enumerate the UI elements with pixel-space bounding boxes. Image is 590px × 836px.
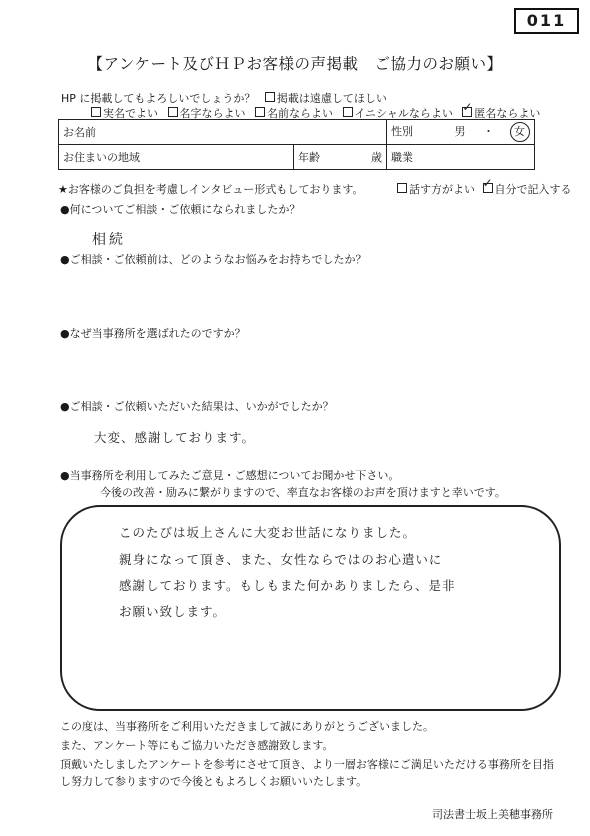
- document-number: 011: [514, 8, 579, 34]
- comment-line-1: このたびは坂上さんに大変お世話になりました。: [119, 525, 417, 540]
- gender-field[interactable]: 性別 男 ・ 女: [387, 120, 535, 145]
- opinion-subtext: 今後の改善・励みに繋がりますので、率直なお客様のお声を頂けますと幸いです。: [100, 486, 506, 499]
- comment-line-2: 親身になって頂き、また、女性ならではのお心遣いに: [119, 552, 443, 567]
- consent-decline-option[interactable]: 掲載は遠慮してほしい: [265, 92, 387, 105]
- question-2: ●ご相談・ご依頼前は、どのようなお悩みをお持ちでしたか？: [60, 253, 367, 266]
- comment-line-3: 感謝しております。もしもまた何かありましたら、是非: [119, 578, 456, 593]
- consent-option-initials[interactable]: イニシャルならよい: [343, 105, 453, 121]
- consent-option-firstname[interactable]: 名前ならよい: [255, 105, 333, 121]
- profile-form: [58, 119, 535, 170]
- closing-line-2: また、アンケート等にもご協力いただき感謝致します。: [60, 739, 334, 752]
- question-4: ●ご相談・ご依頼いただいた結果は、いかがでしたか？: [60, 400, 334, 413]
- comment-line-4: お願い致します。: [119, 604, 227, 619]
- consent-row: [61, 90, 387, 106]
- checkbox-icon: [255, 107, 265, 117]
- question-1: ●何についてご相談・ご依頼になられましたか？: [60, 203, 301, 216]
- interview-talk-option[interactable]: 話す方がよい: [397, 183, 475, 196]
- answer-4: 大変、感謝しております。: [94, 430, 256, 445]
- closing-line-3: 頂戴いたしましたアンケートを参考にさせて頂き、より一層お客様にご満足いただける事務所を目指: [60, 758, 554, 771]
- checkbox-checked-icon: [462, 107, 472, 117]
- consent-question: HP に掲載してもよろしいでしょうか？: [61, 92, 256, 105]
- job-field[interactable]: 職業: [387, 145, 535, 170]
- area-field[interactable]: お住まいの地域: [59, 145, 294, 170]
- checkbox-icon: [397, 183, 407, 193]
- page-title: 【アンケート及びＨＰお客様の声掲載 ご協力のお願い】: [87, 55, 503, 73]
- opinion-question: ●当事務所を利用してみたご意見・ご感想についてお聞かせ下さい。: [60, 469, 400, 482]
- consent-option-anonymous[interactable]: ✓ 匿名ならよい: [462, 105, 540, 121]
- checkbox-checked-icon: [483, 183, 493, 193]
- office-name: 司法書士坂上美穂事務所: [432, 808, 553, 821]
- checkbox-icon: [343, 107, 353, 117]
- closing-line-1: この度は、当事務所をご利用いただきまして誠にありがとうございました。: [60, 720, 434, 733]
- interview-self-option[interactable]: ✓ 自分で記入する: [483, 183, 572, 196]
- consent-option-surname[interactable]: 名字ならよい: [168, 105, 246, 121]
- closing-line-4: し努力して参りますので今後ともよろしくお願いいたします。: [60, 775, 368, 788]
- name-field[interactable]: お名前: [59, 120, 387, 145]
- checkbox-icon: [168, 107, 178, 117]
- checkbox-icon: [265, 92, 275, 102]
- gender-male-option[interactable]: 男: [454, 125, 466, 138]
- answer-1: 相続: [92, 232, 126, 248]
- gender-separator: ・: [483, 125, 494, 138]
- age-field[interactable]: 年齢 歳: [294, 145, 387, 170]
- consent-option-realname[interactable]: 実名でよい: [91, 105, 158, 121]
- checkbox-icon: [91, 107, 101, 117]
- interview-note: ★お客様のご負担を考慮しインタビュー形式もしております。 話す方がよい ✓ 自分で記入する: [58, 181, 572, 197]
- gender-female-option[interactable]: 女: [510, 122, 530, 142]
- question-3: ●なぜ当事務所を選ばれたのですか？: [60, 327, 246, 340]
